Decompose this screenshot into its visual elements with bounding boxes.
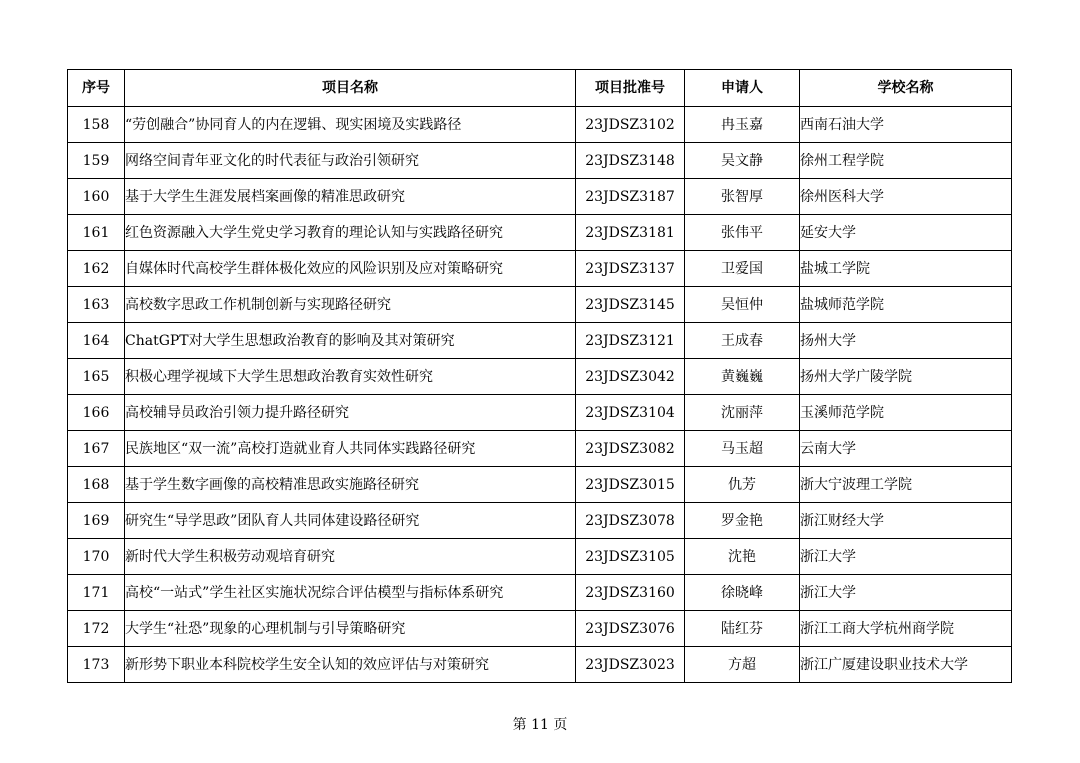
table-body xyxy=(68,107,1012,683)
cell-school-name: 浙江大学 xyxy=(800,575,1012,611)
header-approval-number: 项目批准号 xyxy=(576,70,685,107)
cell-project-name: 基于大学生生涯发展档案画像的精准思政研究 xyxy=(125,179,576,215)
cell-project-name: 高校“一站式”学生社区实施状况综合评估模型与指标体系研究 xyxy=(125,575,576,611)
table-header-row xyxy=(68,70,1012,107)
cell-approval-number: 23JDSZ3148 xyxy=(576,143,685,179)
cell-school-name: 西南石油大学 xyxy=(800,107,1012,143)
table-row xyxy=(68,143,1012,179)
cell-index: 166 xyxy=(68,395,125,431)
header-applicant: 申请人 xyxy=(685,70,800,107)
cell-applicant: 王成春 xyxy=(685,323,800,359)
cell-approval-number: 23JDSZ3145 xyxy=(576,287,685,323)
cell-index: 170 xyxy=(68,539,125,575)
table-row xyxy=(68,431,1012,467)
cell-project-name: 高校数字思政工作机制创新与实现路径研究 xyxy=(125,287,576,323)
page-number: 第 11 页 xyxy=(512,717,568,733)
cell-school-name: 盐城工学院 xyxy=(800,251,1012,287)
cell-index: 167 xyxy=(68,431,125,467)
cell-approval-number: 23JDSZ3015 xyxy=(576,467,685,503)
header-project-name: 项目名称 xyxy=(125,70,576,107)
cell-index: 173 xyxy=(68,647,125,683)
cell-project-name: 新时代大学生积极劳动观培育研究 xyxy=(125,539,576,575)
table-row xyxy=(68,323,1012,359)
cell-applicant: 张伟平 xyxy=(685,215,800,251)
cell-index: 159 xyxy=(68,143,125,179)
cell-index: 162 xyxy=(68,251,125,287)
cell-project-name: 民族地区“双一流”高校打造就业育人共同体实践路径研究 xyxy=(125,431,576,467)
table-row xyxy=(68,503,1012,539)
header-index: 序号 xyxy=(68,70,125,107)
cell-approval-number: 23JDSZ3023 xyxy=(576,647,685,683)
table-row xyxy=(68,359,1012,395)
cell-applicant: 徐晓峰 xyxy=(685,575,800,611)
cell-project-name: “劳创融合”协同育人的内在逻辑、现实困境及实践路径 xyxy=(125,107,576,143)
cell-project-name: 基于学生数字画像的高校精准思政实施路径研究 xyxy=(125,467,576,503)
cell-school-name: 徐州医科大学 xyxy=(800,179,1012,215)
cell-index: 172 xyxy=(68,611,125,647)
cell-school-name: 徐州工程学院 xyxy=(800,143,1012,179)
cell-index: 164 xyxy=(68,323,125,359)
project-table xyxy=(67,69,1012,683)
cell-applicant: 马玉超 xyxy=(685,431,800,467)
table-row xyxy=(68,107,1012,143)
cell-school-name: 浙大宁波理工学院 xyxy=(800,467,1012,503)
cell-project-name: 新形势下职业本科院校学生安全认知的效应评估与对策研究 xyxy=(125,647,576,683)
cell-approval-number: 23JDSZ3102 xyxy=(576,107,685,143)
cell-approval-number: 23JDSZ3082 xyxy=(576,431,685,467)
cell-project-name: 积极心理学视域下大学生思想政治教育实效性研究 xyxy=(125,359,576,395)
cell-applicant: 吴恒仲 xyxy=(685,287,800,323)
cell-approval-number: 23JDSZ3121 xyxy=(576,323,685,359)
cell-applicant: 冉玉嘉 xyxy=(685,107,800,143)
cell-project-name: 大学生“社恐”现象的心理机制与引导策略研究 xyxy=(125,611,576,647)
cell-school-name: 云南大学 xyxy=(800,431,1012,467)
cell-approval-number: 23JDSZ3042 xyxy=(576,359,685,395)
cell-index: 168 xyxy=(68,467,125,503)
cell-applicant: 沈丽萍 xyxy=(685,395,800,431)
table-row xyxy=(68,467,1012,503)
table-row xyxy=(68,611,1012,647)
table-row xyxy=(68,179,1012,215)
cell-approval-number: 23JDSZ3105 xyxy=(576,539,685,575)
cell-index: 171 xyxy=(68,575,125,611)
table-row xyxy=(68,251,1012,287)
cell-approval-number: 23JDSZ3078 xyxy=(576,503,685,539)
cell-applicant: 黄巍巍 xyxy=(685,359,800,395)
cell-school-name: 浙江工商大学杭州商学院 xyxy=(800,611,1012,647)
cell-index: 161 xyxy=(68,215,125,251)
cell-applicant: 卫爱国 xyxy=(685,251,800,287)
table-row xyxy=(68,215,1012,251)
cell-applicant: 陆红芬 xyxy=(685,611,800,647)
cell-approval-number: 23JDSZ3104 xyxy=(576,395,685,431)
cell-school-name: 玉溪师范学院 xyxy=(800,395,1012,431)
cell-approval-number: 23JDSZ3076 xyxy=(576,611,685,647)
header-school-name: 学校名称 xyxy=(800,70,1012,107)
table-row xyxy=(68,395,1012,431)
cell-approval-number: 23JDSZ3181 xyxy=(576,215,685,251)
cell-school-name: 盐城师范学院 xyxy=(800,287,1012,323)
table-row xyxy=(68,539,1012,575)
cell-index: 158 xyxy=(68,107,125,143)
cell-approval-number: 23JDSZ3160 xyxy=(576,575,685,611)
cell-applicant: 仇芳 xyxy=(685,467,800,503)
cell-approval-number: 23JDSZ3187 xyxy=(576,179,685,215)
cell-school-name: 浙江财经大学 xyxy=(800,503,1012,539)
cell-index: 169 xyxy=(68,503,125,539)
cell-school-name: 浙江广厦建设职业技术大学 xyxy=(800,647,1012,683)
table-row xyxy=(68,575,1012,611)
cell-index: 165 xyxy=(68,359,125,395)
cell-project-name: 红色资源融入大学生党史学习教育的理论认知与实践路径研究 xyxy=(125,215,576,251)
cell-school-name: 扬州大学 xyxy=(800,323,1012,359)
table-row xyxy=(68,647,1012,683)
cell-applicant: 沈艳 xyxy=(685,539,800,575)
cell-project-name: 网络空间青年亚文化的时代表征与政治引领研究 xyxy=(125,143,576,179)
cell-applicant: 罗金艳 xyxy=(685,503,800,539)
cell-school-name: 扬州大学广陵学院 xyxy=(800,359,1012,395)
cell-index: 160 xyxy=(68,179,125,215)
cell-school-name: 浙江大学 xyxy=(800,539,1012,575)
cell-applicant: 方超 xyxy=(685,647,800,683)
cell-project-name: 高校辅导员政治引领力提升路径研究 xyxy=(125,395,576,431)
cell-index: 163 xyxy=(68,287,125,323)
cell-approval-number: 23JDSZ3137 xyxy=(576,251,685,287)
cell-school-name: 延安大学 xyxy=(800,215,1012,251)
table-row xyxy=(68,287,1012,323)
cell-applicant: 张智厚 xyxy=(685,179,800,215)
cell-applicant: 吴文静 xyxy=(685,143,800,179)
cell-project-name: ChatGPT对大学生思想政治教育的影响及其对策研究 xyxy=(125,323,576,359)
cell-project-name: 研究生“导学思政”团队育人共同体建设路径研究 xyxy=(125,503,576,539)
cell-project-name: 自媒体时代高校学生群体极化效应的风险识别及应对策略研究 xyxy=(125,251,576,287)
